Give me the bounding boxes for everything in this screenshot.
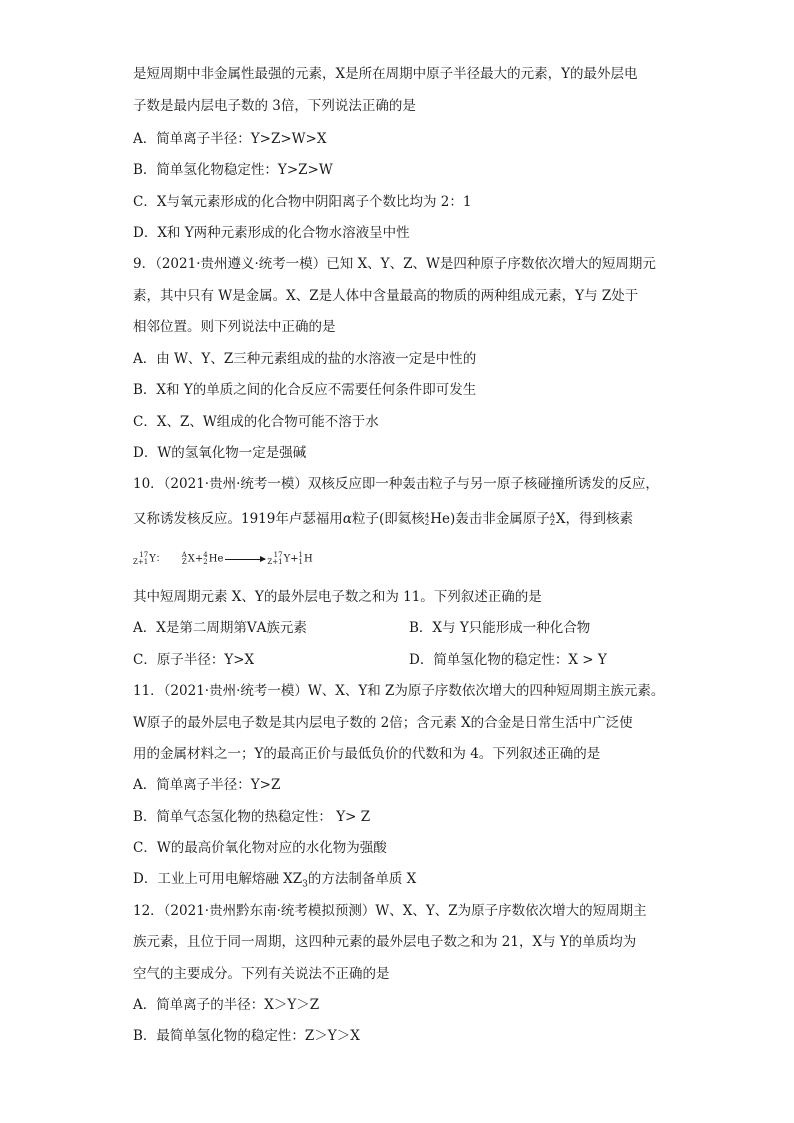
option-a: A．X是第二周期第ⅤA族元素 [133, 620, 307, 636]
option-b: B．最简单氢化物的稳定性：Z＞Y＞X [133, 1028, 360, 1044]
option-a: A．由 W、Y、Z三种元素组成的盐的水溶液一定是中性的 [133, 351, 477, 367]
text-line: 相邻位置。则下列说法中正确的是 [133, 319, 336, 335]
question-9-stem: 9．（2021·贵州遵义·统考一模）已知 X、Y、Z、W是四种原子序数依次增大的短周期元 [133, 256, 656, 272]
option-d: D．简单氢化物的稳定性：X > Y [409, 652, 607, 668]
question-11-stem: 11．（2021·贵州·统考一模）W、X、Y和 Z为原子序数依次增大的四种短周期主族元素。 [133, 683, 665, 699]
option-b: B．简单氢化物稳定性：Y>Z>W [133, 162, 333, 178]
option-c: C．X、Z、W组成的化合物可能不溶于水 [133, 414, 379, 430]
text-line: 空气的主要成分。下列有关说法不正确的是 [133, 966, 390, 982]
option-a: A．简单离子半径：Y>Z [133, 777, 281, 793]
text-line: W原子的最外层电子数是其内层电子数的 2倍；含元素 X的合金是日常生活中广泛使 [133, 715, 633, 731]
question-10-line-2: 又称诱发核反应。1919年卢瑟福用α粒子(即氦核 4 2 He)轰击非金属原子 A Z X，得到核素 [133, 511, 633, 527]
option-b: B．简单气态氢化物的热稳定性： Y> Z [133, 809, 371, 825]
text-line: 素，其中只有 W是金属。X、Z是人体中含量最高的物质的两种组成元素，Y与 Z处于 [133, 288, 639, 304]
option-c: C．W的最高价氧化物对应的水化物为强酸 [133, 840, 387, 856]
text-line: 其中短周期元素 X、Y的最外层电子数之和为 11。下列叙述正确的是 [133, 589, 542, 605]
text-line: 是短周期中非金属性最强的元素，X是所在周期中原子半径最大的元素，Y的最外层电 [133, 66, 638, 82]
helium-nuclide: 4 2 [424, 511, 430, 527]
nuclear-equation: 17 Z+1 Y： A Z X+ 4 2 He 17 Z+1 Y+ 1 1 H [133, 551, 313, 566]
option-d: D．X和 Y两种元素形成的化合物水溶液呈中性 [133, 225, 410, 241]
option-c: C．原子半径：Y>X [133, 652, 255, 668]
option-d: D．工业上可用电解熔融 $XZ_3$的方法制备单质 X [133, 871, 417, 890]
alpha-symbol: α [342, 511, 352, 527]
x-nuclide: A Z [549, 511, 555, 527]
option-c: C．X与氧元素形成的化合物中阴阳离子个数比均为 2：1 [133, 194, 472, 210]
option-d: D．W的氢氧化物一定是强碱 [133, 445, 307, 461]
question-10-stem: 10．（2021·贵州·统考一模）双核反应即一种轰击粒子与另一原子核碰撞所诱发的反应， [133, 476, 659, 492]
text-line: 族元素，且位于同一周期，这四种元素的最外层电子数之和为 21，X与 Y的单质均为 [133, 934, 637, 950]
option-b: B．X与 Y只能形成一种化合物 [409, 620, 591, 636]
text-line: 子数是最内层电子数的 3倍，下列说法正确的是 [133, 98, 416, 114]
question-12-stem: 12．（2021·贵州黔东南·统考模拟预测）W、X、Y、Z为原子序数依次增大的短周期主 [133, 903, 647, 919]
option-b: B．X和 Y的单质之间的化合反应不需要任何条件即可发生 [133, 382, 477, 398]
text-line: 用的金属材料之一；Y的最高正价与最低负价的代数和为 4。下列叙述正确的是 [133, 746, 601, 762]
option-a: A．简单离子的半径：X＞Y＞Z [133, 997, 320, 1013]
reaction-arrow [225, 559, 265, 560]
option-a: A．简单离子半径：Y>Z>W>X [133, 131, 327, 147]
